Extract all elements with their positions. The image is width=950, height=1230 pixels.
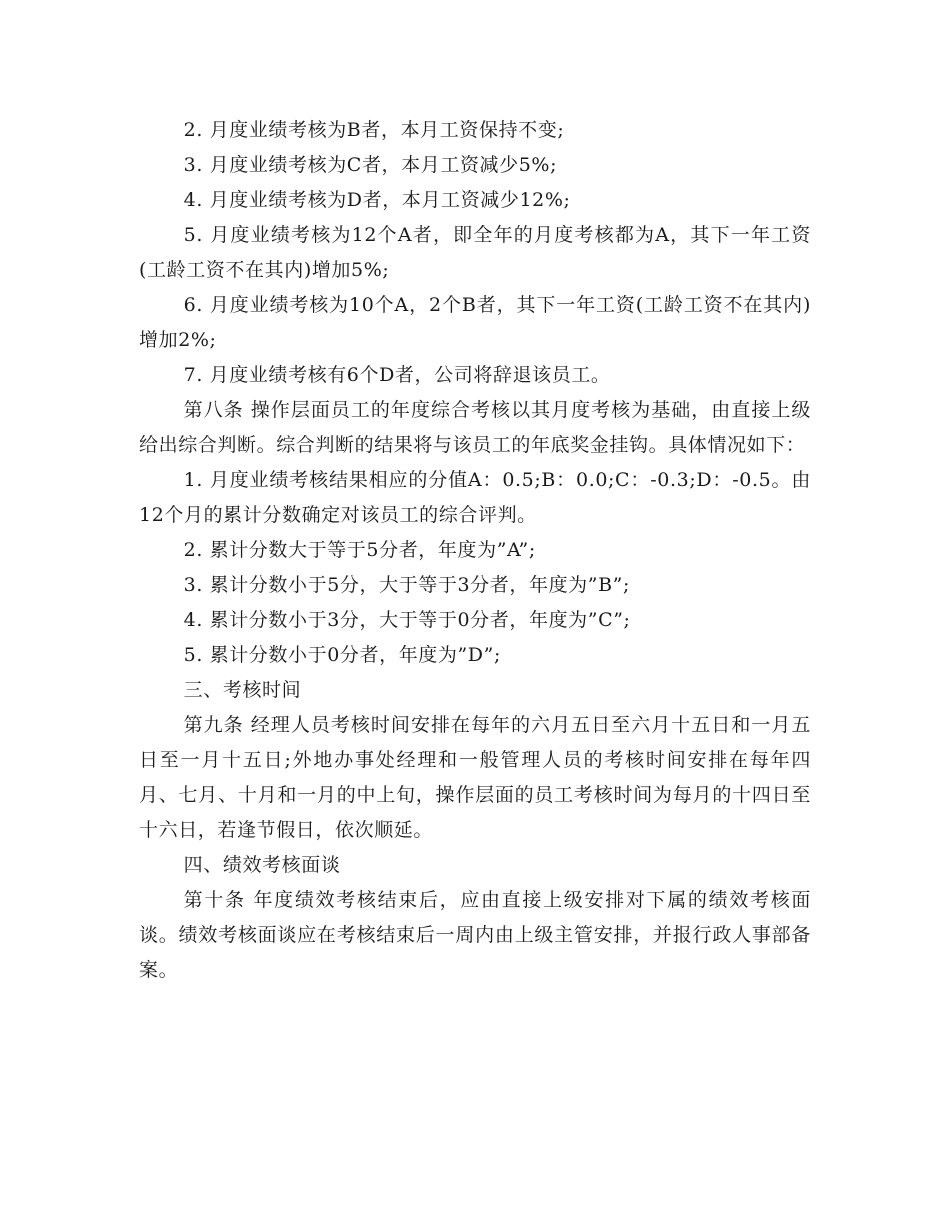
paragraph-item-4-monthly-d: 4. 月度业绩考核为D者，本月工资减少12%; xyxy=(183,189,571,211)
paragraph-score-c: 4. 累计分数小于3分，大于等于0分者，年度为”C”; xyxy=(183,609,631,631)
paragraph-item-3-monthly-c: 3. 月度业绩考核为C者，本月工资减少5%; xyxy=(183,154,558,176)
paragraph-score-a: 2. 累计分数大于等于5分者，年度为”A”; xyxy=(183,539,536,561)
paragraph-item-2-monthly-b: 2. 月度业绩考核为B者，本月工资保持不变; xyxy=(183,119,565,141)
section-heading-assessment-time: 三、考核时间 xyxy=(183,679,302,701)
paragraph-score-b: 3. 累计分数小于5分，大于等于3分者，年度为”B”; xyxy=(183,574,630,596)
section-heading-performance-interview: 四、绩效考核面谈 xyxy=(183,854,341,876)
paragraph-score-d: 5. 累计分数小于0分者，年度为”D”; xyxy=(183,644,501,666)
paragraph-item-5-twelve-a: 5. 月度业绩考核为12个A者，即全年的月度考核都为A，其下一年工资(工龄工资不在其内)增加5%; xyxy=(139,224,811,281)
paragraph-item-6-ten-a-two-b: 6. 月度业绩考核为10个A，2个B者，其下一年工资(工龄工资不在其内)增加2%; xyxy=(139,294,811,351)
paragraph-article-8: 第八条 操作层面员工的年度综合考核以其月度考核为基础，由直接上级给出综合判断。综合判断的结果将与该员工的年底奖金挂钩。具体情况如下： xyxy=(139,399,811,456)
paragraph-article-10: 第十条 年度绩效考核结束后，应由直接上级安排对下属的绩效考核面谈。绩效考核面谈应在考核结束后一周内由上级主管安排，并报行政人事部备案。 xyxy=(139,889,811,981)
document-body xyxy=(139,113,811,988)
paragraph-item-7-six-d: 7. 月度业绩考核有6个D者，公司将辞退该员工。 xyxy=(183,364,611,386)
paragraph-article-9: 第九条 经理人员考核时间安排在每年的六月五日至六月十五日和一月五日至一月十五日;外地办事处经理和一般管理人员的考核时间安排在每年四月、七月、十月和一月的中上旬，操作层面的员工考核时间为每月的十四日至十六日，若逢节假日，依次顺延。 xyxy=(139,714,811,841)
paragraph-score-values: 1. 月度业绩考核结果相应的分值A：0.5;B：0.0;C：-0.3;D：-0.5。由12个月的累计分数确定对该员工的综合评判。 xyxy=(139,469,811,526)
